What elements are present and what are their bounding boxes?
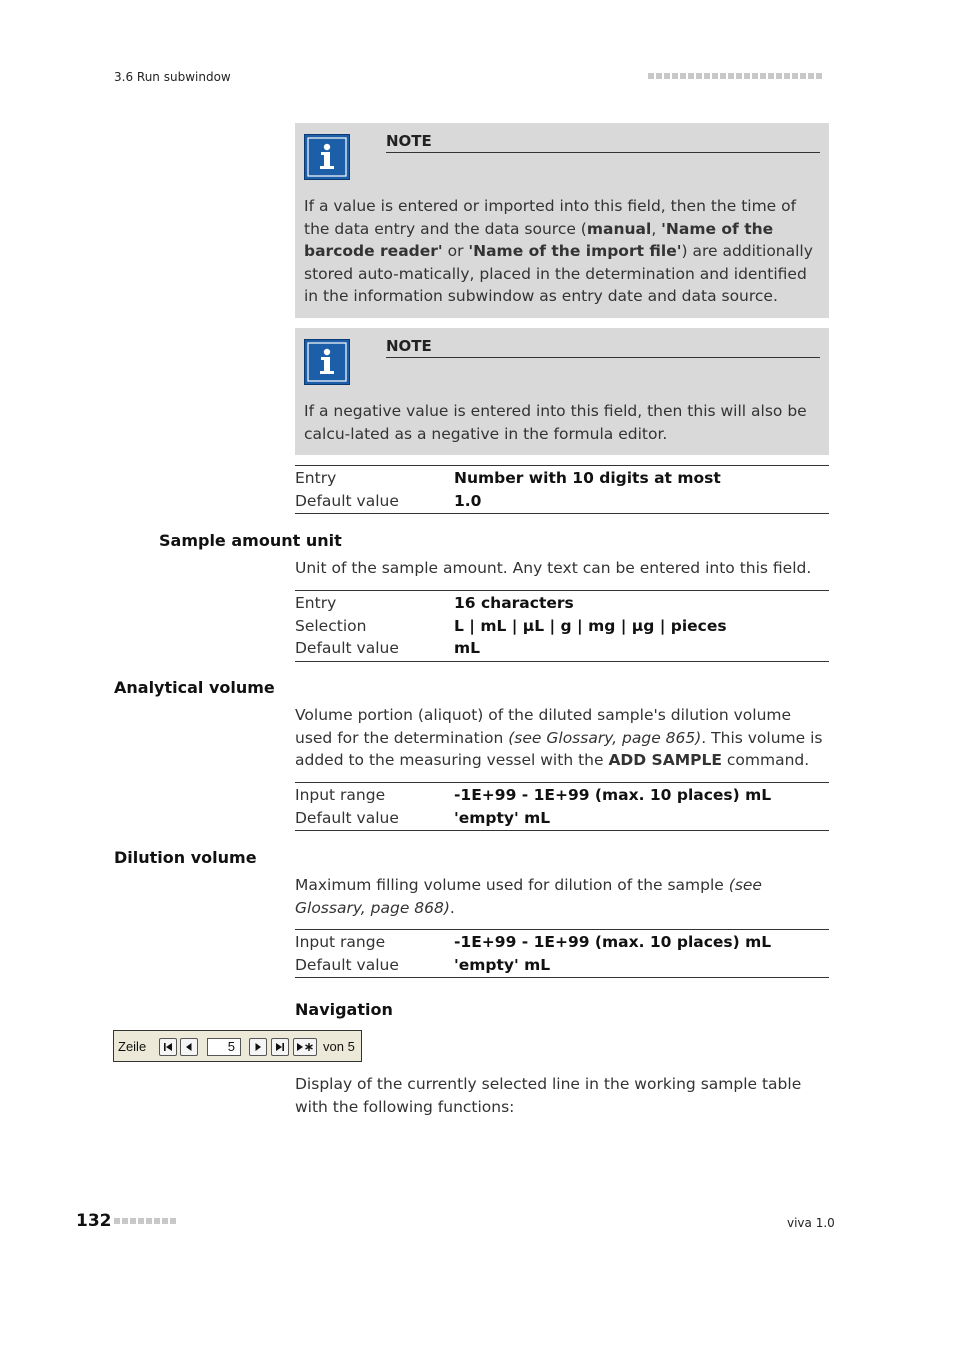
param-value: 'empty' mL — [454, 808, 551, 827]
text-run: 'Name of the barcode reader' — [304, 219, 774, 260]
text-run: (see Glossary, page 865) — [508, 728, 702, 747]
info-icon — [304, 134, 350, 180]
text-run: Maximum filling volume used for dilution of the sample — [295, 876, 729, 894]
note-box-1 — [295, 123, 829, 318]
header-dots — [648, 73, 822, 79]
running-header: 3.6 Run subwindow — [114, 70, 231, 84]
param-label: Selection — [295, 616, 367, 635]
text-run: manual — [586, 219, 652, 238]
param-value: -1E+99 - 1E+99 (max. 10 places) mL — [454, 786, 772, 804]
param-label: Entry — [295, 594, 337, 612]
param-label: Entry — [295, 469, 337, 487]
table-row — [295, 784, 829, 807]
param-label: Input range — [295, 786, 386, 804]
param-table-3 — [295, 782, 829, 831]
param-value: 1.0 — [454, 491, 482, 510]
note-title: NOTE — [386, 337, 820, 358]
previous-record-button[interactable] — [180, 1038, 198, 1056]
table-row — [295, 467, 829, 490]
section-desc-sample-amount-unit: Unit of the sample amount. Any text can be entered into this field. — [295, 559, 812, 577]
table-row — [295, 637, 829, 660]
param-table-2 — [295, 590, 829, 662]
last-record-button[interactable] — [271, 1038, 289, 1056]
param-value: Number with 10 digits at most — [454, 469, 721, 487]
text-run: Volume portion (aliquot) of the diluted sample's dilution volume used for the determination — [295, 706, 792, 747]
param-table-4 — [295, 929, 829, 978]
text-run: or — [442, 242, 469, 260]
first-record-button[interactable] — [159, 1038, 177, 1056]
section-desc-navigation: Display of the currently selected line in the working sample table with the following functions: — [295, 1075, 802, 1116]
note-box-2 — [295, 328, 829, 455]
param-value: 16 characters — [454, 594, 574, 612]
current-record-field[interactable]: 5 — [207, 1038, 241, 1056]
text-run: . This volume is added to the measuring vessel with the — [295, 728, 823, 769]
section-heading-sample-amount-unit: Sample amount unit — [159, 531, 342, 550]
param-label: Default value — [295, 955, 399, 974]
table-row — [295, 954, 829, 977]
param-label: Default value — [295, 491, 399, 510]
section-heading-dilution-volume: Dilution volume — [114, 848, 257, 867]
section-heading-analytical-volume: Analytical volume — [114, 678, 275, 697]
first-record-icon — [160, 1039, 176, 1055]
section-desc-dilution-volume — [295, 874, 829, 919]
new-record-button[interactable] — [293, 1038, 317, 1056]
page-number: 132 — [76, 1211, 112, 1231]
next-record-button[interactable] — [249, 1038, 267, 1056]
text-run: If a negative value is entered into this field, then this will also be calcu-lated as a negative in the formula editor. — [304, 402, 807, 443]
param-label: Default value — [295, 639, 399, 657]
text-run: , — [651, 219, 662, 238]
param-value: -1E+99 - 1E+99 (max. 10 places) mL — [454, 933, 772, 951]
table-row — [295, 615, 829, 638]
table-row — [295, 592, 829, 615]
table-row — [295, 807, 829, 830]
param-value: 'empty' mL — [454, 955, 551, 974]
text-run: ADD SAMPLE — [608, 751, 722, 769]
text-run: command. — [721, 751, 810, 769]
section-heading-navigation: Navigation — [295, 1000, 393, 1019]
record-count-label: von 5 — [323, 1039, 355, 1054]
navigation-bar — [113, 1030, 362, 1062]
section-desc-analytical-volume — [295, 704, 829, 772]
footer-dots — [114, 1218, 176, 1224]
param-value: mL — [454, 639, 481, 657]
note-text — [304, 400, 815, 445]
new-record-icon — [294, 1039, 316, 1055]
note-text — [304, 195, 815, 308]
param-label: Default value — [295, 808, 399, 827]
text-run: ) are additionally stored auto-matically, placed in the determination and identified in the information subwindow as entry date and data source. — [304, 242, 813, 305]
row-label: Zeile — [118, 1039, 147, 1054]
param-label: Input range — [295, 933, 386, 951]
last-record-icon — [272, 1039, 288, 1055]
text-run: (see Glossary, page 868) — [295, 876, 762, 917]
param-value: L | mL | µL | g | mg | µg | pieces — [454, 616, 727, 635]
text-run: 'Name of the import file' — [468, 242, 682, 260]
text-run: . — [449, 898, 455, 917]
table-row — [295, 931, 829, 954]
info-icon — [304, 339, 350, 385]
param-table-1 — [295, 465, 829, 514]
previous-icon — [181, 1039, 197, 1055]
table-row — [295, 490, 829, 513]
note-title: NOTE — [386, 132, 820, 153]
next-icon — [250, 1039, 266, 1055]
text-run: If a value is entered or imported into this field, then the time of the data entry and the data source ( — [304, 197, 797, 238]
product-version: viva 1.0 — [787, 1216, 835, 1230]
